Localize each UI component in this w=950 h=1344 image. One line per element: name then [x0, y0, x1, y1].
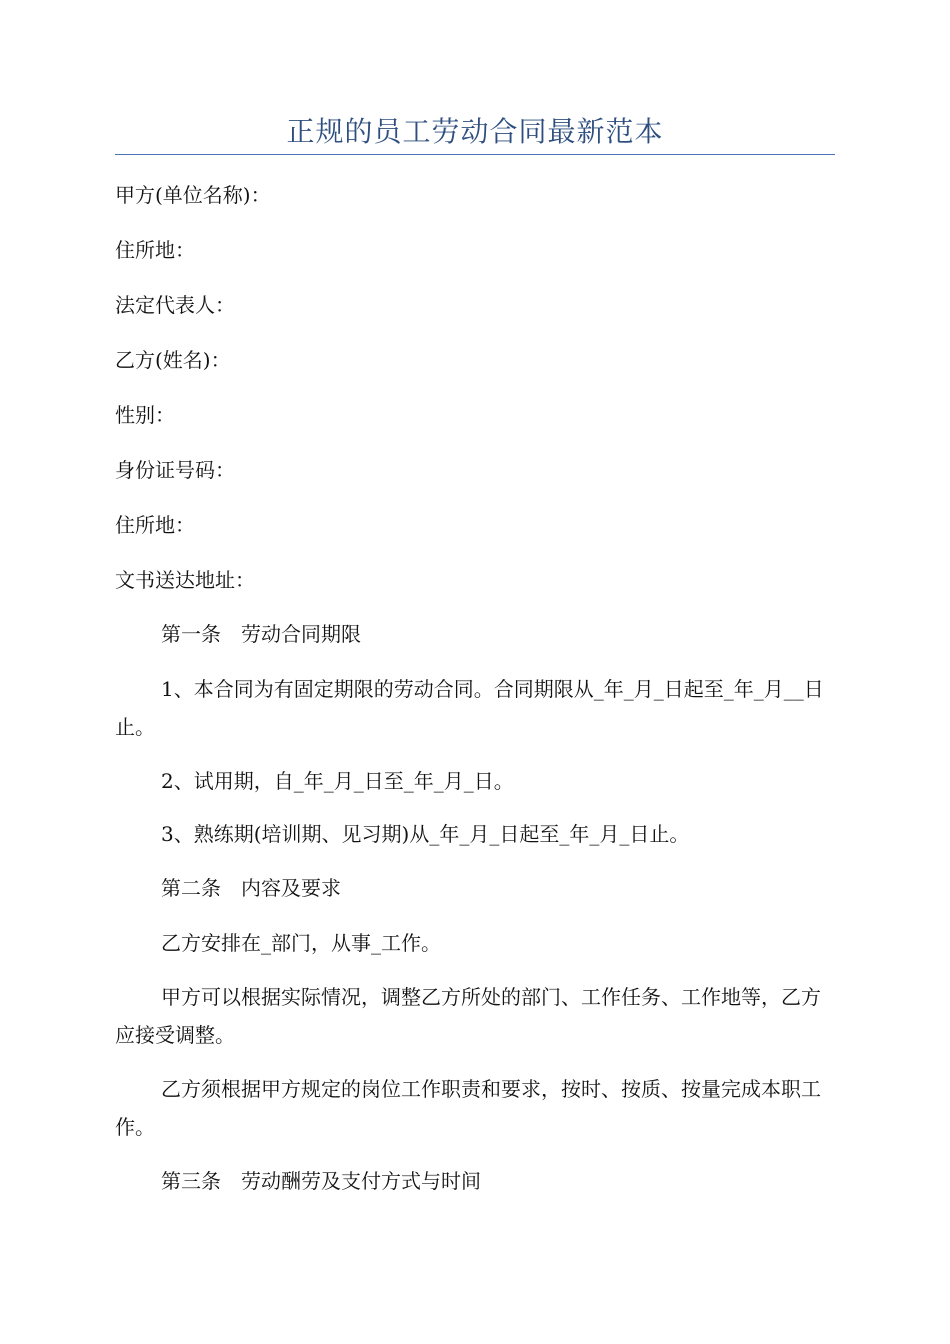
article-1-heading: 第一条 劳动合同期限 — [161, 622, 361, 646]
party-b-name-line: 乙方(姓名)： — [115, 348, 231, 372]
gender-line: 性别： — [115, 403, 175, 427]
article-2-adjustment: 甲方可以根据实际情况，调整乙方所处的部门、工作任务、工作地等，乙方应接受调整。 — [115, 985, 821, 1047]
article-1-clause-2: 2、试用期，自_年_月_日至_年_月_日。 — [161, 769, 514, 793]
party-a-address-line: 住所地： — [115, 238, 195, 262]
legal-representative-line: 法定代表人： — [115, 293, 235, 317]
document-title: 正规的员工劳动合同最新范本 — [286, 115, 664, 148]
delivery-address-line: 文书送达地址： — [115, 568, 255, 592]
article-2-assignment: 乙方安排在_部门，从事_工作。 — [161, 931, 441, 955]
party-a-name-line: 甲方(单位名称)： — [115, 183, 271, 207]
title-underline — [115, 154, 835, 155]
article-2-duties: 乙方须根据甲方规定的岗位工作职责和要求，按时、按质、按量完成本职工作。 — [115, 1077, 821, 1139]
article-3-heading: 第三条 劳动酬劳及支付方式与时间 — [161, 1169, 481, 1193]
article-2-heading: 第二条 内容及要求 — [161, 876, 341, 900]
party-b-address-line: 住所地： — [115, 513, 195, 537]
article-1-clause-3: 3、熟练期(培训期、见习期)从_年_月_日起至_年_月_日止。 — [161, 822, 690, 846]
id-number-line: 身份证号码： — [115, 458, 235, 482]
article-1-clause-1: 1、本合同为有固定期限的劳动合同。合同期限从_年_月_日起至_年_月__日止。 — [115, 677, 824, 739]
